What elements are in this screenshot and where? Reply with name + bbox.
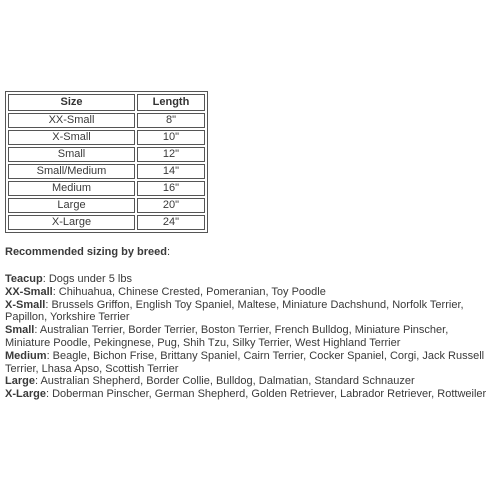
size-chart-table <box>5 91 208 233</box>
breed-names: Terrier, Lhasa Apso, Scottish Terrier <box>5 362 179 375</box>
breed-line <box>5 350 497 363</box>
length-cell: 24" <box>137 215 205 230</box>
length-cell: 8" <box>137 113 205 128</box>
table-row <box>8 113 205 128</box>
length-cell: 16" <box>137 181 205 196</box>
breed-line <box>5 286 497 299</box>
size-cell: Small <box>8 147 135 162</box>
breed-list <box>5 273 497 401</box>
length-cell: 12" <box>137 147 205 162</box>
breed-size-label: Teacup <box>5 273 43 285</box>
breed-names: : Doberman Pinscher, German Shepherd, Golden Retriever, Labrador Retriever, Rottweiler <box>45 388 487 401</box>
breed-line <box>5 324 497 337</box>
breed-names: : Chihuahua, Chinese Crested, Pomeranian, Toy Poodle <box>52 285 326 298</box>
breed-names: : Beagle, Bichon Frise, Brittany Spaniel, Cairn Terrier, Cocker Spaniel, Corgi, Jack Russell <box>46 349 485 362</box>
size-cell: Large <box>8 198 135 213</box>
breed-line <box>5 311 497 324</box>
breed-names: : Australian Shepherd, Border Collie, Bulldog, Dalmatian, Standard Schnauzer <box>34 375 415 388</box>
table-row <box>8 147 205 162</box>
breed-heading-suffix: : <box>166 246 171 258</box>
breed-size-label: Large <box>5 375 35 388</box>
size-cell: Small/Medium <box>8 164 135 179</box>
size-cell: X-Small <box>8 130 135 145</box>
size-rows <box>8 113 205 230</box>
breed-line <box>5 273 497 286</box>
breed-line <box>5 363 497 376</box>
breed-names: : Brussels Griffon, English Toy Spaniel, Maltese, Miniature Dachshund, Norfolk Terrier, <box>45 298 464 311</box>
breed-names: Papillon, Yorkshire Terrier <box>5 311 130 324</box>
length-cell: 20" <box>137 198 205 213</box>
length-cell: 14" <box>137 164 205 179</box>
breed-size-label: Small <box>5 324 35 337</box>
breed-names: : Dogs under 5 lbs <box>42 273 132 285</box>
breed-size-label: X-Small <box>5 298 46 311</box>
breed-line <box>5 388 497 401</box>
breed-section-heading <box>5 246 170 259</box>
table-row <box>8 130 205 145</box>
header-size: Size <box>8 94 135 111</box>
table-row <box>8 181 205 196</box>
breed-size-label: XX-Small <box>5 285 53 298</box>
breed-names: : Australian Terrier, Border Terrier, Boston Terrier, French Bulldog, Miniature Pinscher, <box>34 324 449 337</box>
table-row <box>8 164 205 179</box>
size-cell: XX-Small <box>8 113 135 128</box>
breed-line <box>5 375 497 388</box>
breed-size-label: X-Large <box>5 388 46 401</box>
header-length: Length <box>137 94 205 111</box>
breed-line <box>5 337 497 350</box>
size-cell: X-Large <box>8 215 135 230</box>
breed-heading-label: Recommended sizing by breed <box>5 246 167 258</box>
breed-line <box>5 299 497 312</box>
size-cell: Medium <box>8 181 135 196</box>
length-cell: 10" <box>137 130 205 145</box>
breed-size-label: Medium <box>5 349 47 362</box>
table-row <box>8 198 205 213</box>
table-header-row <box>8 94 205 111</box>
table-row <box>8 215 205 230</box>
breed-names: Miniature Poodle, Pekingnese, Pug, Shih Tzu, Silky Terrier, West Highland Terrier <box>5 336 401 349</box>
